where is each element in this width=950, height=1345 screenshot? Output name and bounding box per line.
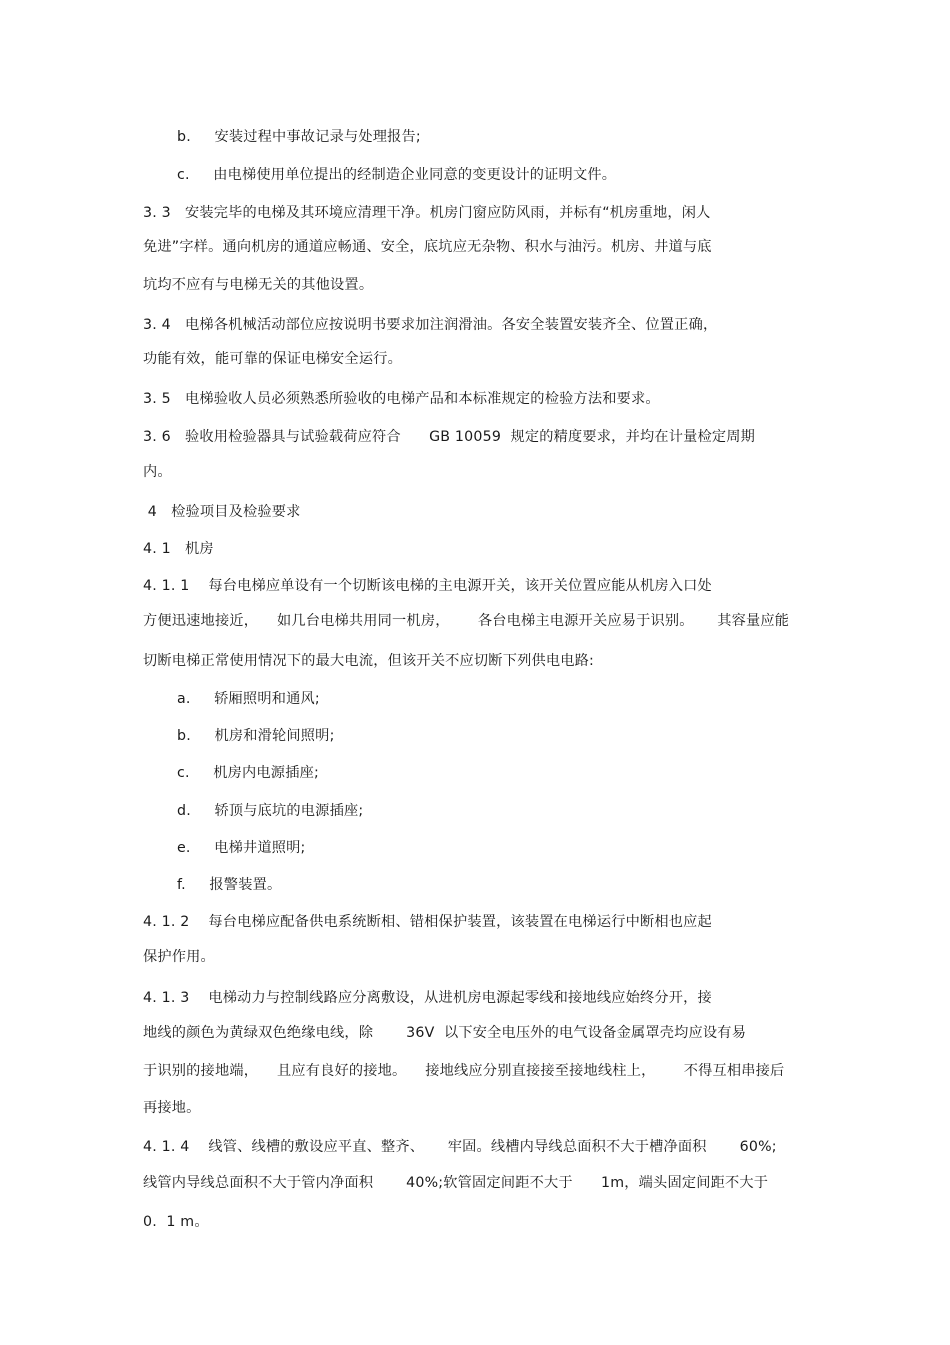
list-item: f. 报警装置。 <box>177 877 282 893</box>
list-item: e. 电梯井道照明; <box>177 840 306 856</box>
text-line: b. 安装过程中事故记录与处理报告; <box>177 129 421 145</box>
text-line: 内。 <box>143 464 172 480</box>
text-line: 切断电梯正常使用情况下的最大电流，但该开关不应切断下列供电电路: <box>143 653 594 669</box>
section-heading: 4. 1 机房 <box>143 541 214 557</box>
text-line: 再接地。 <box>143 1100 201 1116</box>
list-item: a. 轿厢照明和通风; <box>177 691 320 707</box>
text-line: 方便迅速地接近， 如几台电梯共用同一机房， 各台电梯主电源开关应易于识别。 其容量应能 <box>143 613 790 629</box>
text-line: 4. 1. 4 线管、线槽的敷设应平直、整齐、 牢固。线槽内导线总面积不大于槽净面积 60%; <box>143 1139 777 1155</box>
text-line: 4. 1. 3 电梯动力与控制线路应分离敷设，从进机房电源起零线和接地线应始终分开，接 <box>143 990 712 1006</box>
text-line: 3. 5 电梯验收人员必须熟悉所验收的电梯产品和本标准规定的检验方法和要求。 <box>143 391 660 407</box>
text-line: 3. 6 验收用检验器具与试验载荷应符合 GB 10059 规定的精度要求，并均在计量检定周期 <box>143 429 756 445</box>
text-line: 坑均不应有与电梯无关的其他设置。 <box>143 277 374 293</box>
text-line: 4. 1. 2 每台电梯应配备供电系统断相、错相保护装置，该装置在电梯运行中断相也应起 <box>143 914 712 930</box>
text-line: 4. 1. 1 每台电梯应单设有一个切断该电梯的主电源开关，该开关位置应能从机房入口处 <box>143 578 712 594</box>
list-item: b. 机房和滑轮间照明; <box>177 728 335 744</box>
text-line: 3. 3 安装完毕的电梯及其环境应清理干净。机房门窗应防风雨，并标有“机房重地，闲人 <box>143 205 711 221</box>
section-heading: 4 检验项目及检验要求 <box>143 504 301 520</box>
text-line: 3. 4 电梯各机械活动部位应按说明书要求加注润滑油。各安全装置安装齐全、位置正确， <box>143 317 718 333</box>
text-line: c. 由电梯使用单位提出的经制造企业同意的变更设计的证明文件。 <box>177 167 617 183</box>
text-line: 0. 1 m。 <box>143 1214 209 1230</box>
text-line: 免进”字样。通向机房的通道应畅通、安全，底坑应无杂物、积水与油污。机房、井道与底 <box>143 239 712 255</box>
list-item: d. 轿顶与底坑的电源插座; <box>177 803 364 819</box>
text-line: 功能有效，能可靠的保证电梯安全运行。 <box>143 351 402 367</box>
text-line: 保护作用。 <box>143 949 215 965</box>
text-line: 线管内导线总面积不大于管内净面积 40%;软管固定间距不大于 1m，端头固定间距不大于 <box>143 1175 769 1191</box>
text-line: 于识别的接地端， 且应有良好的接地。 接地线应分别直接接至接地线柱上， 不得互相串接后 <box>143 1063 785 1079</box>
text-line: 地线的颜色为黄绿双色绝缘电线，除 36V 以下安全电压外的电气设备金属罩壳均应设有易 <box>143 1025 747 1041</box>
list-item: c. 机房内电源插座; <box>177 765 319 781</box>
